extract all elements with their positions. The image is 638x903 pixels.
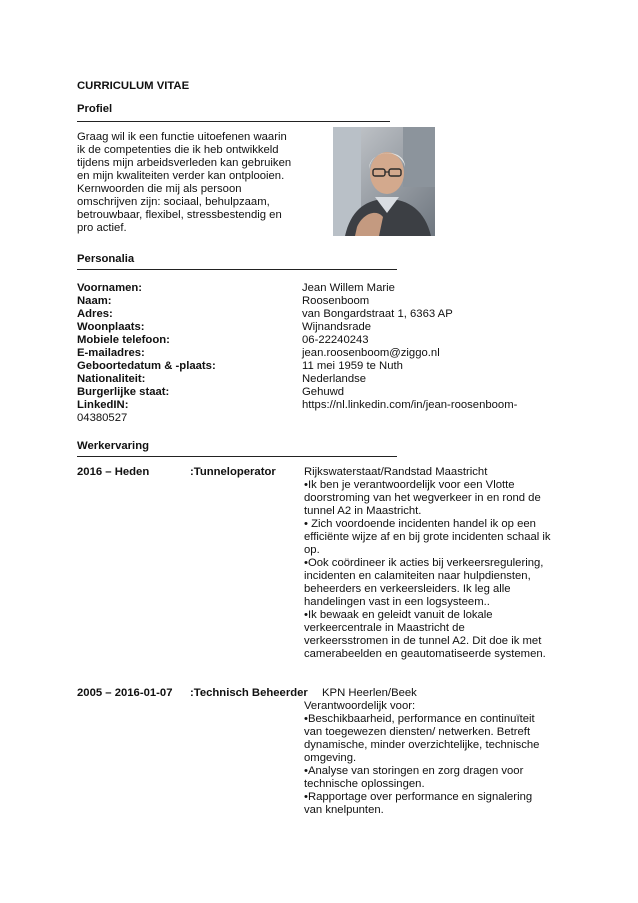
row-value: Roosenboom bbox=[302, 295, 370, 307]
row-value: Nederlandse bbox=[302, 373, 367, 385]
row-label: E-mailadres: bbox=[77, 347, 145, 359]
job-line: handelingen vast in een logsysteem.. bbox=[304, 596, 490, 608]
profiel-line: Graag wil ik een functie uitoefenen waarin bbox=[77, 131, 287, 143]
job-role: :Technisch Beheerder bbox=[190, 687, 308, 699]
personalia-heading: Personalia bbox=[77, 253, 135, 265]
row-value: Jean Willem Marie bbox=[302, 282, 395, 294]
personalia-row bbox=[77, 308, 607, 321]
row-label: Nationaliteit: bbox=[77, 373, 146, 385]
job-period: 2005 – 2016-01-07 bbox=[77, 687, 173, 699]
row-label: LinkedIN: bbox=[77, 399, 129, 411]
personalia-divider bbox=[77, 269, 397, 270]
job-role: :Tunneloperator bbox=[190, 466, 276, 478]
personalia-row bbox=[77, 399, 607, 412]
profiel-line: omschrijven zijn: sociaal, behulpzaam, bbox=[77, 196, 270, 208]
job-line: •Beschikbaarheid, performance en continuïteit bbox=[304, 713, 535, 725]
linkedin-link[interactable]: https://nl.linkedin.com/in/jean-roosenboom- bbox=[302, 399, 518, 411]
job-line: tunnel A2 in Maastricht. bbox=[304, 505, 422, 517]
row-label: Burgerlijke staat: bbox=[77, 386, 170, 398]
linkedin-link-cont[interactable]: 04380527 bbox=[77, 412, 128, 424]
job-line: •Ik bewaak en geleidt vanuit de lokale bbox=[304, 609, 493, 621]
job-line: camerabeelden en geautomatiseerde systemen. bbox=[304, 648, 546, 660]
job-line: verkeersstromen in de tunnel A2. Dit doe ik met bbox=[304, 635, 542, 647]
profiel-line: tijdens mijn arbeidsverleden kan gebruiken bbox=[77, 157, 292, 169]
personalia-row bbox=[77, 282, 607, 295]
job-line: beheerders en verkeersleiders. Ik leg alle bbox=[304, 583, 511, 595]
personalia-row bbox=[77, 360, 607, 373]
cv-title: CURRICULUM VITAE bbox=[77, 80, 190, 92]
row-value: 11 mei 1959 te Nuth bbox=[302, 360, 403, 372]
job-line: technische oplossingen. bbox=[304, 778, 425, 790]
job-line: van knelpunten. bbox=[304, 804, 384, 816]
row-label: Geboortedatum & -plaats: bbox=[77, 360, 216, 372]
job-line: •Rapportage over performance en signalering bbox=[304, 791, 533, 803]
profiel-divider bbox=[77, 121, 390, 122]
job-line: •Ook coördineer ik acties bij verkeersregulering, bbox=[304, 557, 544, 569]
row-value: Gehuwd bbox=[302, 386, 345, 398]
job-employer: KPN Heerlen/Beek bbox=[322, 687, 417, 699]
job-line: •Analyse van storingen en zorg dragen voor bbox=[304, 765, 524, 777]
job-line: incidenten en calamiteiten naar hulpdiensten, bbox=[304, 570, 531, 582]
job-line: verkeercentrale in Maastricht de bbox=[304, 622, 465, 634]
row-label: Woonplaats: bbox=[77, 321, 145, 333]
job-line: doorstroming van het wegverkeer in en rond de bbox=[304, 492, 541, 504]
personalia-row bbox=[77, 334, 607, 347]
werkervaring-divider bbox=[77, 456, 397, 457]
profile-photo bbox=[333, 127, 435, 236]
row-label: Naam: bbox=[77, 295, 112, 307]
personalia-row bbox=[77, 373, 607, 386]
job-description bbox=[304, 466, 589, 661]
job-line: • Zich voordoende incidenten handel ik op een bbox=[304, 518, 536, 530]
personalia-row bbox=[77, 347, 607, 360]
profiel-heading: Profiel bbox=[77, 103, 113, 115]
profile-photo-image bbox=[333, 127, 435, 236]
personalia-row bbox=[77, 295, 607, 308]
werkervaring-heading: Werkervaring bbox=[77, 440, 150, 452]
job-line: Rijkswaterstaat/Randstad Maastricht bbox=[304, 466, 488, 478]
profiel-line: pro actief. bbox=[77, 222, 127, 234]
job-line: dynamische, minder overzichtelijke, technische bbox=[304, 739, 540, 751]
profiel-line: betrouwbaar, flexibel, stressbestendig en bbox=[77, 209, 282, 221]
row-value: van Bongardstraat 1, 6363 AP bbox=[302, 308, 453, 320]
job-line: op. bbox=[304, 544, 320, 556]
row-label: Adres: bbox=[77, 308, 113, 320]
personalia-row bbox=[77, 321, 607, 334]
row-value: Wijnandsrade bbox=[302, 321, 372, 333]
job-line: Verantwoordelijk voor: bbox=[304, 700, 416, 712]
job-line: van toegewezen diensten/ netwerken. Betreft bbox=[304, 726, 531, 738]
email-value[interactable]: jean.roosenboom@ziggo.nl bbox=[302, 347, 440, 359]
row-label: Voornamen: bbox=[77, 282, 143, 294]
job-line: efficiënte wijze af en bij grote incidenten schaal ik bbox=[304, 531, 551, 543]
profiel-text bbox=[77, 131, 327, 235]
row-value: 06-22240243 bbox=[302, 334, 369, 346]
job-description bbox=[304, 700, 589, 817]
personalia-row bbox=[77, 386, 607, 399]
job-line: omgeving. bbox=[304, 752, 357, 764]
profiel-line: en mijn kwaliteiten verder kan ontplooien. bbox=[77, 170, 285, 182]
job-line: •Ik ben je verantwoordelijk voor een Vlotte bbox=[304, 479, 515, 491]
job-period: 2016 – Heden bbox=[77, 466, 150, 478]
profiel-line: Kernwoorden die mij als persoon bbox=[77, 183, 242, 195]
row-label: Mobiele telefoon: bbox=[77, 334, 170, 346]
profiel-line: ik de competenties die ik heb ontwikkeld bbox=[77, 144, 279, 156]
